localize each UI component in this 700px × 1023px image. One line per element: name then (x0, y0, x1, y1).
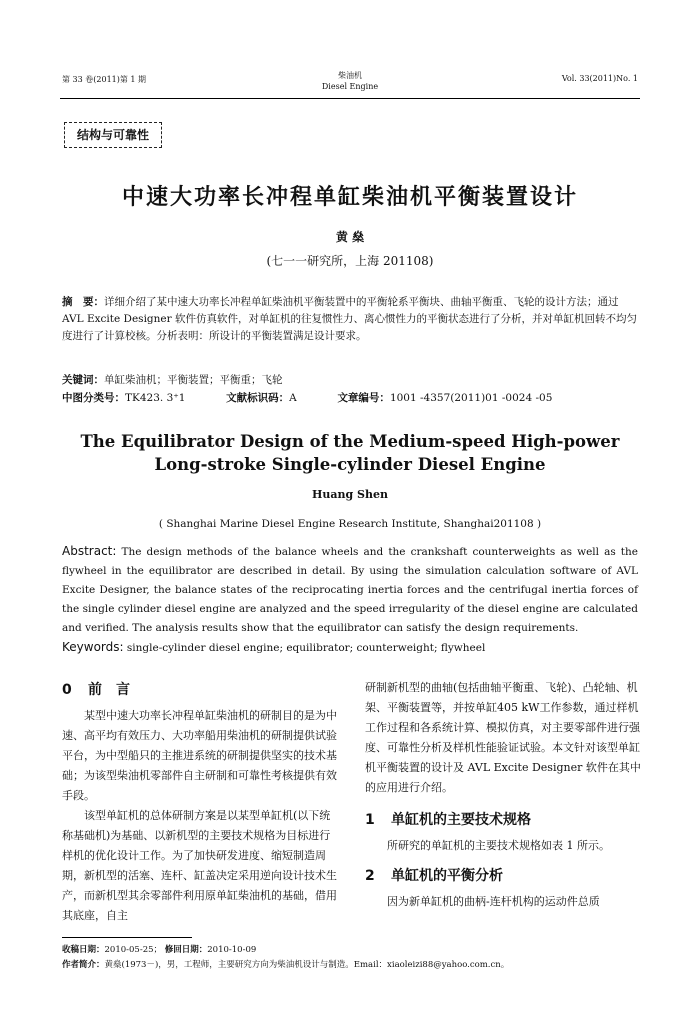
article-number-value: 1001 -4357(2011)01 -0024 -05 (389, 392, 553, 404)
keywords-en-label: Keywords: (62, 640, 124, 654)
article-number-label: 文章编号： (337, 392, 390, 404)
journal-name-en: Diesel Engine (321, 82, 379, 91)
footnote-dates (62, 943, 642, 955)
keywords-cn-text: 单缸柴油机；平衡装置；平衡重；飞轮 (104, 374, 283, 386)
section-tag: 结构与可靠性 (64, 122, 162, 148)
right-column-para: 研制新机型的曲轴(包括曲轴平衡重、飞轮)、凸轮轴、机架、平衡装置等，并按单缸405 kW工作参数，通过样机工作过程和各系统计算、模拟仿真，对主要零部件进行强度、可靠性分析及样机性能验证试验。本文针对该型单缸机平衡装置的设计及 AVL Excite Designer 软件在其中的应用进行介绍。 (365, 681, 641, 794)
author-en: Huang Shen (312, 488, 388, 501)
footnote-author-bio (62, 958, 642, 970)
keywords-cn-label: 关键词： (62, 374, 104, 386)
clc-value: TK423. 3⁺1 (125, 392, 186, 404)
section-0-heading (62, 680, 340, 700)
author-bio-text: 黄燊(1973－)，男，工程师，主要研究方向为柴油机设计与制造。Email：xiaoleizi88@yahoo.com.cn。 (104, 960, 510, 970)
affiliation-en: ( Shanghai Marine Diesel Engine Research Institute, Shanghai201108 ) (158, 518, 542, 530)
received-date: 2010-05-25； (104, 945, 163, 955)
section-1-number: 1 (365, 812, 375, 828)
paper-title-cn: 中速大功率长冲程单缸柴油机平衡装置设计 (121, 185, 578, 210)
abstract-cn-label: 摘 要： (62, 296, 104, 308)
section-1-heading (365, 810, 641, 830)
doc-code-value: A (289, 392, 297, 404)
author-cn: 黄 燊 (335, 230, 365, 244)
section-1-title: 单缸机的主要技术规格 (391, 812, 531, 828)
affiliation-cn: (七一一研究所，上海 201108) (266, 254, 434, 268)
body-right-column (365, 678, 641, 912)
section-0-title: 前 言 (88, 682, 130, 698)
abstract-cn-text: 详细介绍了某中速大功率长冲程单缸柴油机平衡装置中的平衡轮系平衡块、曲轴平衡重、飞轮的设计方法；通过 AVL Excite Designer 软件仿真软件，对单缸机的往复惯性力、离心惯性力的平衡状态进行了分析，并对单缸机回转不均匀度进行了计算校核。分析表明：所设计的平衡装置满足设计要求。 (62, 296, 637, 342)
paper-title-en-line1: The Equilibrator Design of the Medium-speed High-power (80, 432, 620, 451)
keywords-en-text: single-cylinder diesel engine; equilibrator; counterweight; flywheel (126, 642, 486, 654)
keywords-cn (62, 372, 638, 387)
clc-label: 中图分类号： (62, 392, 125, 404)
body-left-column (62, 680, 340, 926)
running-head-left: 第 33 卷(2011)第 1 期 (62, 75, 147, 84)
paper-title-en (0, 430, 700, 476)
revised-date: 2010-10-09 (207, 945, 257, 955)
abstract-cn (62, 294, 638, 345)
section-2-heading (365, 866, 641, 886)
section-0-para-2: 该型单缸机的总体研制方案是以某型单缸机(以下统称基础机)为基础、以新机型的主要技术规格为目标进行样机的优化设计工作。为了加快研发进度、缩短制造周期，新机型的活塞、连杆、缸盖决定采用逆向设计技术生产，而新机型其余零部件利用原单缸柴油机的基础，借用其底座，自主 (62, 809, 337, 922)
section-1-para: 所研究的单缸机的主要技术规格如表 1 所示。 (387, 839, 610, 852)
footnote-rule (62, 937, 192, 938)
received-label: 收稿日期： (62, 945, 105, 955)
abstract-en-label: Abstract: (62, 544, 117, 558)
running-head-right: Vol. 33(2011)No. 1 (561, 74, 638, 83)
author-bio-label: 作者简介： (62, 960, 105, 970)
revised-label: 修回日期： (164, 945, 208, 955)
section-2-para: 因为新单缸机的曲柄-连杆机构的运动件总质 (387, 895, 600, 908)
section-0-para-1: 某型中速大功率长冲程单缸柴油机的研制目的是为中速、高平均有效压力、大功率船用柴油机的研制提供试验平台，为中型船只的主推进系统的研制提供坚实的技术基础；为该型柴油机零部件自主研制和可靠性考核提供有效手段。 (62, 709, 337, 802)
abstract-en-text: The design methods of the balance wheels and the crankshaft counterweights as well as the flywheel in the equilibrator are described in detail. By using the simulation calculation software of AVL Excite Designer, the balance states of the reciprocating inertia forces and the centrifugal inertia forces of the single cylinder diesel engine are analyzed and the speed irregularity of the diesel engine are calculated and verified. The analysis results show that the equilibrator can satisfy the design requirements. (62, 546, 638, 634)
abstract-en (62, 542, 638, 658)
classification-line (62, 390, 638, 405)
paper-title-en-line2: Long-stroke Single-cylinder Diesel Engine (154, 455, 546, 474)
journal-name-cn: 柴油机 (338, 71, 362, 80)
section-0-number: 0 (62, 682, 72, 698)
section-2-number: 2 (365, 868, 375, 884)
header-rule (60, 98, 640, 99)
doc-code-label: 文献标识码： (226, 392, 290, 404)
section-2-title: 单缸机的平衡分析 (391, 868, 503, 884)
